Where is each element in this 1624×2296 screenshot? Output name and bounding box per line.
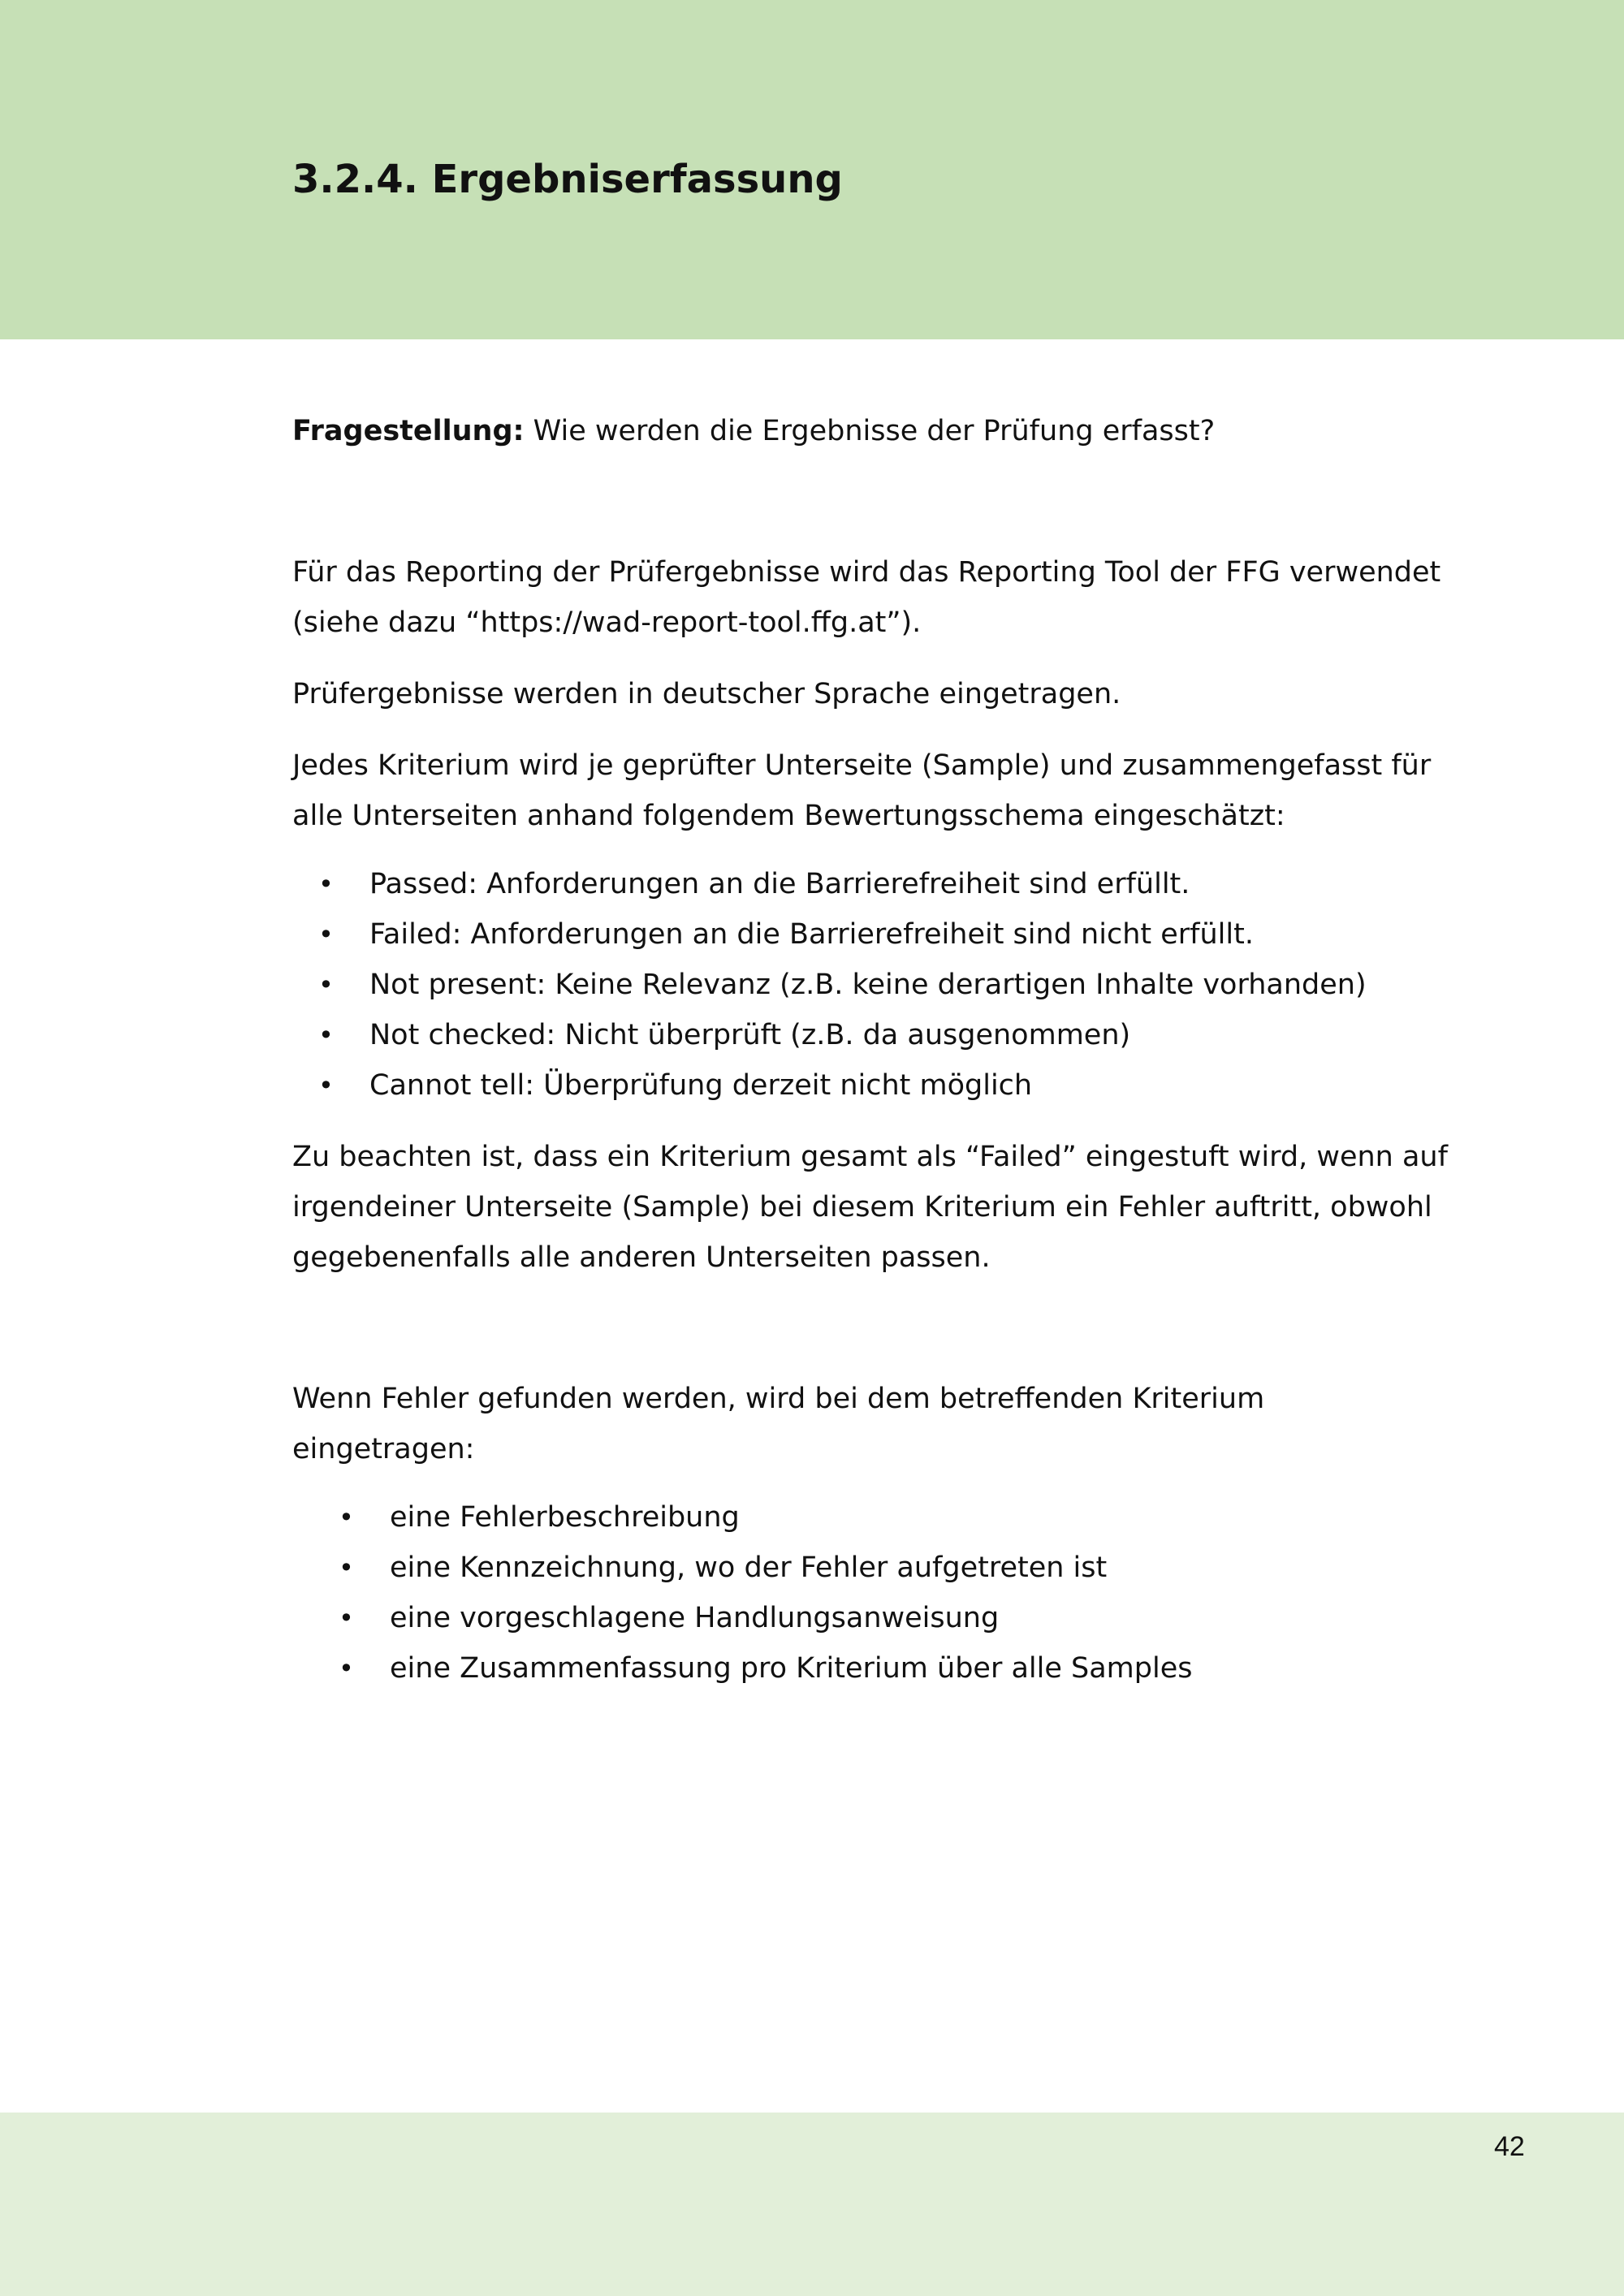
paragraph-criteria-line-2: alle Unterseiten anhand folgendem Bewertungsschema eingeschätzt: xyxy=(292,800,1285,832)
list-item-text: eine vorgeschlagene Handlungsanweisung xyxy=(390,1602,1000,1634)
paragraph-note-line-1: Zu beachten ist, dass ein Kriterium gesamt als “Failed” eingestuft wird, wenn auf xyxy=(292,1141,1448,1173)
list-item-text: eine Fehlerbeschreibung xyxy=(390,1501,740,1534)
paragraph-note-line-3: gegebenenfalls alle anderen Unterseiten passen. xyxy=(292,1241,991,1274)
paragraph-reporting-line-1: Für das Reporting der Prüfergebnisse wird das Reporting Tool der FFG verwendet xyxy=(292,556,1441,589)
list-item-text: Not present: Keine Relevanz (z.B. keine derartigen Inhalte vorhanden) xyxy=(369,969,1367,1001)
list-item-text: Passed: Anforderungen an die Barrierefreiheit sind erfüllt. xyxy=(369,868,1190,900)
bullet-icon: • xyxy=(318,1020,334,1051)
bullet-icon: • xyxy=(339,1603,354,1634)
list-item xyxy=(292,1060,1429,1111)
list-item-text: eine Zusammenfassung pro Kriterium über alle Samples xyxy=(390,1652,1193,1685)
bullet-icon: • xyxy=(318,869,334,900)
list-item-text: Failed: Anforderungen an die Barrierefreiheit sind nicht erfüllt. xyxy=(369,918,1254,951)
footer-band xyxy=(0,2113,1624,2296)
list-item xyxy=(292,1543,1429,1593)
list-item-text: Cannot tell: Überprüfung derzeit nicht möglich xyxy=(369,1069,1033,1102)
list-item xyxy=(292,1492,1429,1543)
list-item-text: Not checked: Nicht überprüft (z.B. da ausgenommen) xyxy=(369,1019,1131,1051)
bullet-icon: • xyxy=(318,1070,334,1101)
paragraph-criteria-line-1: Jedes Kriterium wird je geprüfter Unterseite (Sample) und zusammengefasst für xyxy=(292,749,1432,782)
bullet-icon: • xyxy=(318,969,334,1000)
list-item xyxy=(292,859,1429,909)
list-item xyxy=(292,909,1429,960)
question-label: Fragestellung: xyxy=(292,415,525,447)
page-number: 42 xyxy=(1494,2131,1525,2162)
list-item xyxy=(292,960,1429,1010)
list-item xyxy=(292,1010,1429,1060)
list-item xyxy=(292,1593,1429,1643)
bullet-icon: • xyxy=(339,1502,354,1533)
bullet-icon: • xyxy=(318,919,334,950)
paragraph-errors-line-1: Wenn Fehler gefunden werden, wird bei dem betreffenden Kriterium xyxy=(292,1383,1265,1415)
question-paragraph xyxy=(292,406,1429,456)
list-item xyxy=(292,1643,1429,1694)
bullet-icon: • xyxy=(339,1552,354,1583)
page-content xyxy=(292,406,1448,1694)
rating-scheme-list xyxy=(292,859,1429,1111)
paragraph-reporting-line-2: (siehe dazu “https://wad-report-tool.ffg.at”). xyxy=(292,606,922,639)
list-item-text: eine Kennzeichnung, wo der Fehler aufgetreten ist xyxy=(390,1552,1108,1584)
paragraph-note-line-2: irgendeiner Unterseite (Sample) bei diesem Kriterium ein Fehler auftritt, obwohl xyxy=(292,1191,1432,1224)
paragraph-errors-line-2: eingetragen: xyxy=(292,1433,475,1465)
header-band xyxy=(0,0,1624,339)
section-title: 3.2.4. Ergebniserfassung xyxy=(292,157,843,202)
question-text: Wie werden die Ergebnisse der Prüfung erfasst? xyxy=(524,415,1216,447)
paragraph-language: Prüfergebnisse werden in deutscher Sprache eingetragen. xyxy=(292,678,1121,710)
error-entries-list xyxy=(292,1492,1429,1694)
bullet-icon: • xyxy=(339,1653,354,1684)
